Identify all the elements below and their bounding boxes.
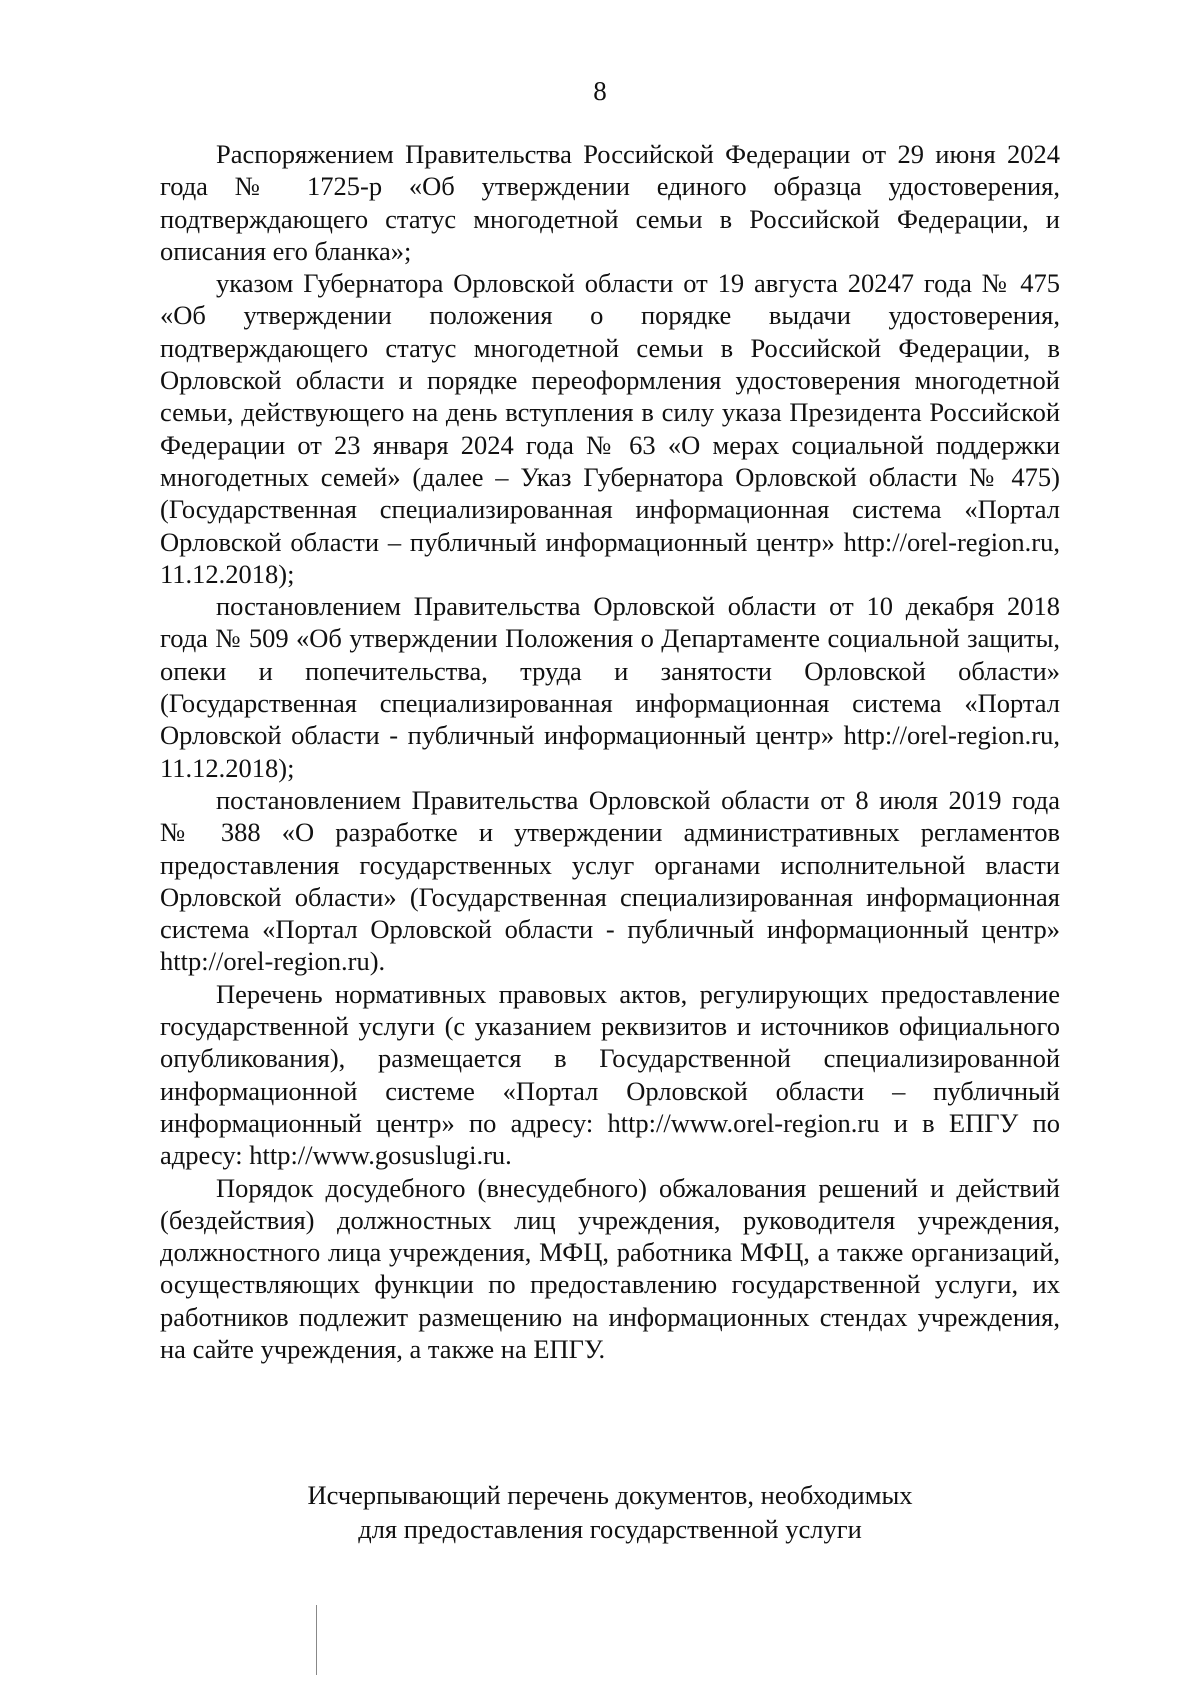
- scan-artifact-line: [316, 1605, 317, 1675]
- paragraph-legal-acts-list: Перечень нормативных правовых актов, регулирующих предоставление государственной услуги (с указанием реквизитов и источников официального опубликования), размещается в Государственной специализированной информационной системе «Портал Орловской области – публичный информационный центр» по адресу: http://www.orel-region.ru и в ЕПГУ по адресу: http://www.gosuslugi.ru.: [160, 978, 1060, 1171]
- paragraph-appeal-procedure: Порядок досудебного (внесудебного) обжалования решений и действий (бездействия) должностных лиц учреждения, руководителя учреждения, должностного лица учреждения, МФЦ, работника МФЦ, а также организаций, осуществляющих функции по предоставлению государственной услуги, их работников подлежит размещению на информационных стендах учреждения, на сайте учреждения, а также на ЕПГУ.: [160, 1172, 1060, 1364]
- section-heading-line-1: Исчерпывающий перечень документов, необходимых: [307, 1480, 913, 1510]
- paragraph-resolution-509: постановлением Правительства Орловской области от 10 декабря 2018 года № 509 «Об утверждении Положения о Департаменте социальной защиты, опеки и попечительства, труда и занятости Орловской области» (Государственная специализированная информационная система «Портал Орловской области - публичный информационный центр» http://orel-region.ru, 11.12.2018);: [160, 591, 1060, 783]
- section-heading-line-2: для предоставления государственной услуги: [358, 1514, 862, 1544]
- page-number: 8: [593, 76, 607, 106]
- paragraph-governor-decree-475: указом Губернатора Орловской области от 19 августа 20247 года № 475 «Об утверждении положения о порядке выдачи удостоверения, подтверждающего статус многодетной семьи в Российской Федерации, в Орловской области и порядке переоформления удостоверения многодетной семьи, действующего на день вступления в силу указа Президента Российской Федерации от 23 января 2024 года № 63 «О мерах социальной поддержки многодетных семей» (далее – Указ Губернатора Орловской области № 475) (Государственная специализированная информационная система «Портал Орловской области – публичный информационный центр» http://orel-region.ru, 11.12.2018);: [160, 268, 1060, 589]
- document-body: [160, 138, 1060, 1365]
- paragraph-government-order-1725: Распоряжением Правительства Российской Федерации от 29 июня 2024 года № 1725-р «Об утверждении единого образца удостоверения, подтверждающего статус многодетной семьи в Российской Федерации, и описания его бланка»;: [160, 139, 1060, 266]
- paragraph-resolution-388: постановлением Правительства Орловской области от 8 июля 2019 года № 388 «О разработке и утверждении административных регламентов предоставления государственных услуг органами исполнительной власти Орловской области» (Государственная специализированная информационная система «Портал Орловской области - публичный информационный центр» http://orel-region.ru).: [160, 784, 1060, 977]
- section-heading: [160, 1478, 1060, 1546]
